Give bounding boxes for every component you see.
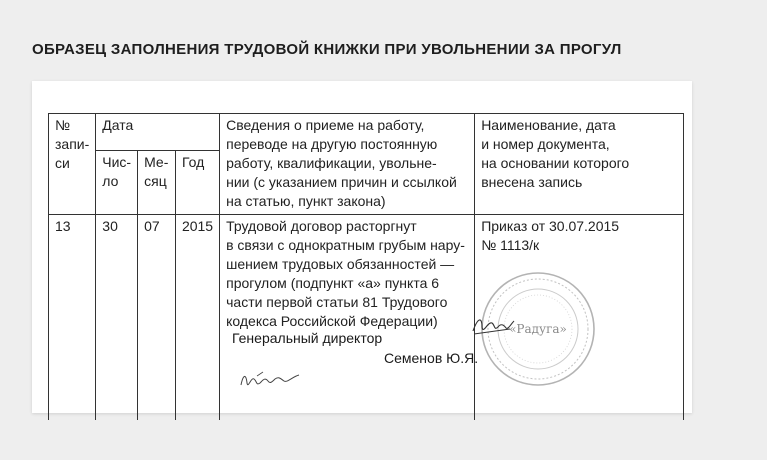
record-day: 30 xyxy=(96,215,138,421)
header-year: Год xyxy=(175,150,219,214)
header-doc: Наименование, дата и номер документа, на основании которого внесена запись xyxy=(475,114,684,215)
record-doc: Приказ от 30.07.2015 № 1113/к xyxy=(475,215,684,421)
director-name: Семенов Ю.Я. xyxy=(384,350,479,366)
header-month: Ме- сяц xyxy=(138,150,176,214)
stamp-text: «Радуга» xyxy=(509,322,567,336)
header-num: № запи- си xyxy=(49,114,96,215)
header-row xyxy=(49,114,684,151)
header-date: Дата xyxy=(96,114,220,151)
page-title: ОБРАЗЕЦ ЗАПОЛНЕНИЯ ТРУДОВОЙ КНИЖКИ ПРИ УВОЛЬНЕНИИ ЗА ПРОГУЛ xyxy=(32,41,622,58)
document-sheet xyxy=(32,81,692,413)
record-month: 07 xyxy=(138,215,176,421)
record-num: 13 xyxy=(49,215,96,421)
signature-employee xyxy=(237,367,307,393)
signature-director xyxy=(470,311,516,339)
record-year: 2015 xyxy=(175,215,219,421)
record-info: Трудовой договор расторгнут в связи с однократным грубым нару- шением трудовых обязанностей — прогулом (подпункт «а» пункта 6 части первой статьи 81 Трудового кодекса Российской Федерации) xyxy=(220,215,475,421)
header-day: Чис- ло xyxy=(96,150,138,214)
director-title: Генеральный директор xyxy=(232,330,383,346)
header-info: Сведения о приеме на работу, переводе на другую постоянную работу, квалификации, увольне- нии (с указанием причин и ссылкой на статью, пункт закона) xyxy=(220,114,475,215)
